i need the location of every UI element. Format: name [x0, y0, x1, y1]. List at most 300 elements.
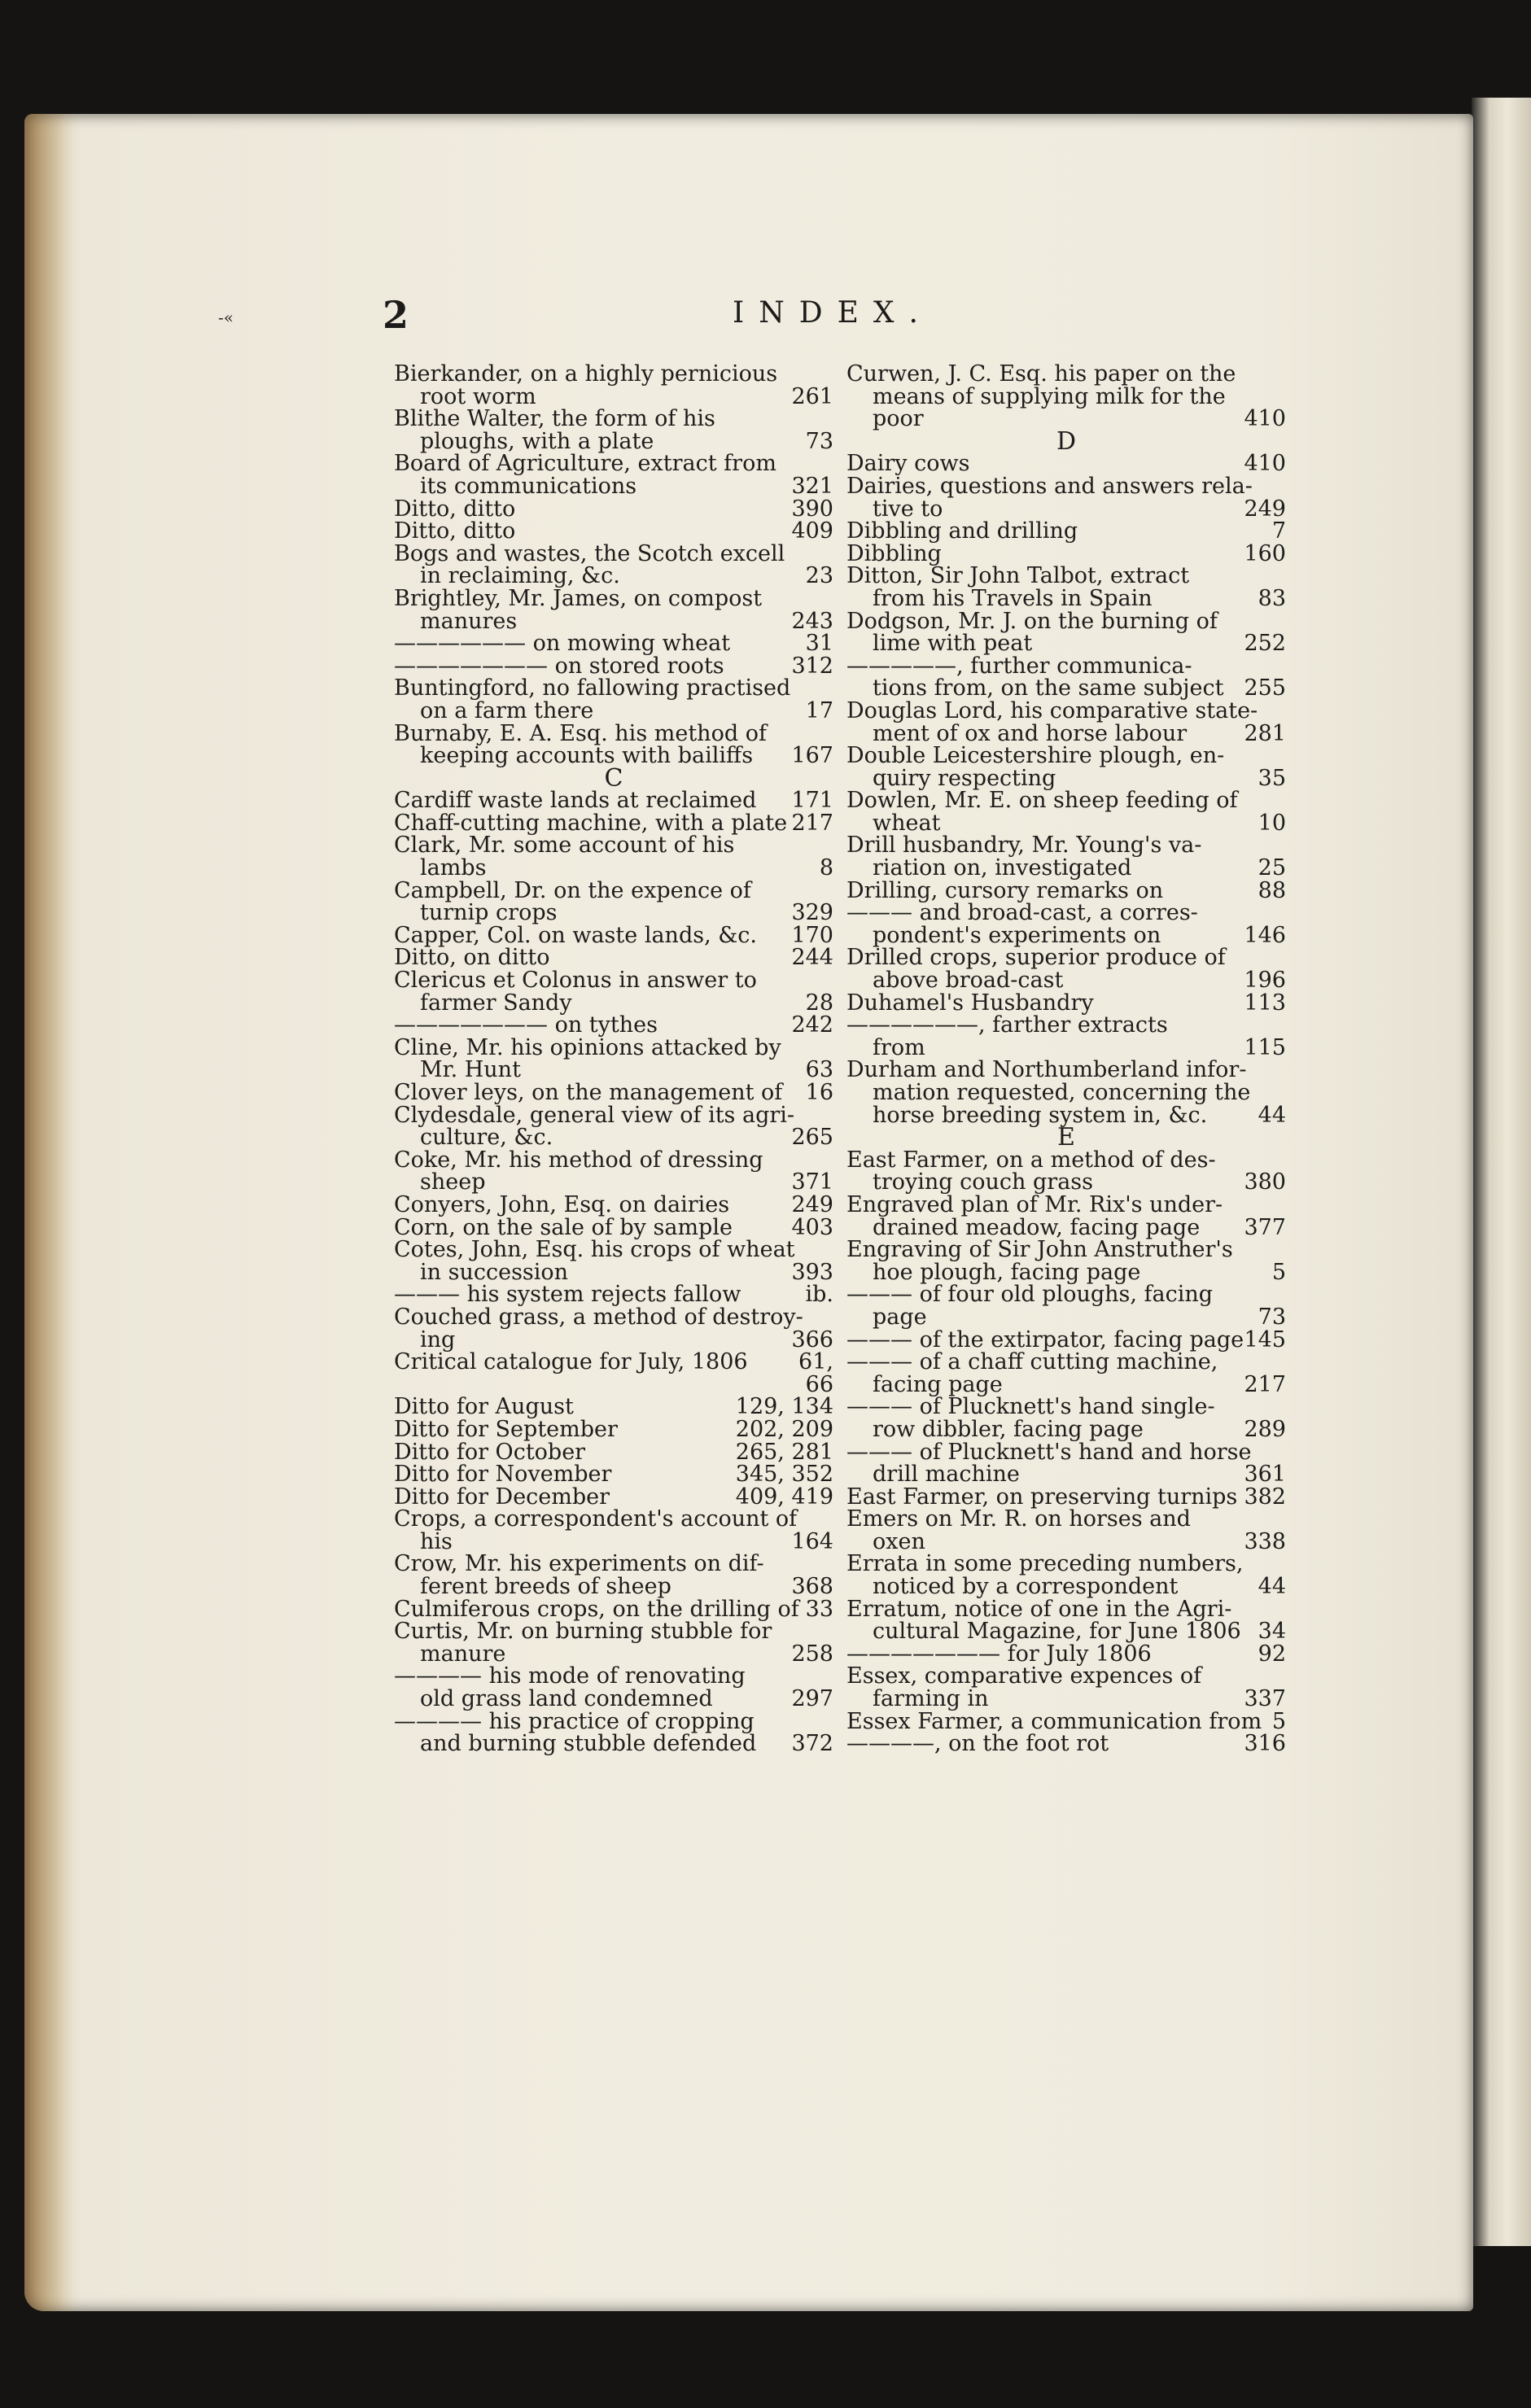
entry-page-ref: 5	[1271, 1708, 1286, 1734]
index-entry	[846, 1034, 1286, 1060]
entry-page-ref: 83	[1258, 585, 1286, 611]
entry-text: Dairies, questions and answers rela-	[846, 473, 1253, 499]
index-entry	[846, 1486, 1286, 1509]
entry-page-ref: 63	[805, 1057, 833, 1083]
index-entry	[394, 1082, 833, 1104]
entry-text: Ditto for October	[394, 1439, 586, 1465]
index-entry	[394, 1326, 833, 1353]
index-entry	[394, 1620, 833, 1643]
entry-text: Duhamel's Husbandry	[846, 990, 1094, 1016]
index-entry	[394, 1059, 833, 1082]
entry-page-ref: 252	[1244, 631, 1286, 657]
index-entry	[846, 1149, 1286, 1172]
entry-text: from	[873, 1034, 925, 1060]
entry-text: turnip crops	[420, 900, 558, 926]
entry-text: keeping accounts with bailiffs	[420, 743, 754, 769]
entry-page-ref: 33	[805, 1596, 833, 1622]
entry-page-ref: 371	[791, 1169, 833, 1195]
index-entry	[846, 834, 1286, 857]
index-entry	[846, 877, 1286, 903]
index-entry	[846, 1598, 1286, 1621]
entry-text: ferent breeds of sheep	[420, 1574, 671, 1600]
index-entry	[846, 1463, 1286, 1486]
index-letter-heading	[394, 763, 833, 793]
entry-page-ref: 265	[791, 1125, 833, 1151]
entry-page-ref: 73	[805, 428, 833, 454]
entry-text: Clover leys, on the management of	[394, 1080, 783, 1105]
entry-text: above broad-cast	[873, 968, 1064, 994]
entry-text: Curwen, J. C. Esq. his paper on the	[846, 361, 1236, 387]
entry-text: quiry respecting	[873, 765, 1056, 791]
entry-text: farmer Sandy	[420, 990, 572, 1016]
entry-text: Ditto for December	[394, 1484, 610, 1510]
index-column-left	[394, 363, 833, 1755]
entry-text: farming in	[873, 1686, 989, 1712]
entry-text: D	[1056, 426, 1077, 456]
entry-text: ——————, farther extracts	[846, 1012, 1168, 1038]
index-entry	[394, 1034, 833, 1060]
entry-page-ref: 196	[1244, 968, 1286, 994]
entry-page-ref: 171	[791, 788, 833, 814]
entry-text: ——— his system rejects fallow	[394, 1282, 741, 1308]
index-entry	[846, 1191, 1286, 1217]
index-entry	[846, 1326, 1286, 1353]
entry-page-ref: 244	[791, 945, 833, 971]
index-entry	[394, 1283, 833, 1306]
entry-text: Durham and Northumberland infor-	[846, 1057, 1247, 1083]
entry-page-ref: 345, 352	[735, 1462, 833, 1488]
entry-text: —————— on mowing wheat	[394, 631, 731, 657]
index-entry	[846, 1306, 1286, 1329]
entry-text: Conyers, John, Esq. on dairies	[394, 1191, 730, 1217]
index-entry	[846, 1688, 1286, 1711]
entry-page-ref: 113	[1244, 990, 1286, 1016]
entry-text: facing page	[873, 1371, 1003, 1397]
entry-text: Critical catalogue for July, 1806	[394, 1349, 748, 1375]
index-entry	[846, 1528, 1286, 1554]
index-entry	[846, 1351, 1286, 1374]
index-entry	[846, 1283, 1286, 1306]
index-entry	[394, 1104, 833, 1127]
entry-page-ref: 202, 209	[735, 1416, 833, 1442]
index-entry	[394, 1261, 833, 1284]
entry-text: Engraving of Sir John Anstruther's	[846, 1237, 1233, 1263]
index-entry	[846, 363, 1286, 386]
index-entry	[394, 1306, 833, 1329]
index-entry	[394, 1463, 833, 1486]
entry-text: manure	[420, 1641, 506, 1667]
entry-text: his	[420, 1528, 453, 1554]
entry-page-ref: 409, 419	[735, 1484, 833, 1510]
index-entry	[394, 1371, 833, 1397]
entry-page-ref: 66	[805, 1371, 833, 1397]
entry-page-ref: 281	[1244, 720, 1286, 746]
index-entry	[394, 1239, 833, 1261]
index-entry	[394, 1014, 833, 1037]
entry-text: ———— his practice of cropping	[394, 1708, 755, 1734]
entry-page-ref: 25	[1258, 855, 1286, 881]
entry-text: on a farm there	[420, 697, 594, 723]
entry-page-ref: 249	[1244, 496, 1286, 522]
entry-text: Chaff-cutting machine, with a plate	[394, 810, 788, 836]
entry-page-ref: 372	[791, 1731, 833, 1757]
index-entry	[846, 1418, 1286, 1441]
entry-text: —————, further communica-	[846, 653, 1192, 679]
entry-text: hoe plough, facing page	[873, 1259, 1141, 1285]
index-entry	[394, 1508, 833, 1531]
entry-text: Capper, Col. on waste lands, &c.	[394, 922, 757, 948]
entry-text: Errata in some preceding numbers,	[846, 1551, 1244, 1577]
index-entry	[394, 1149, 833, 1172]
index-entry	[394, 1126, 833, 1149]
index-entry	[394, 1396, 833, 1418]
entry-text: Couched grass, a method of destroy-	[394, 1304, 803, 1330]
entry-page-ref: 92	[1258, 1641, 1286, 1667]
index-entry	[846, 565, 1286, 588]
index-entry	[394, 1643, 833, 1666]
margin-mark: -«	[218, 308, 234, 327]
index-entry	[394, 1528, 833, 1554]
entry-page-ref: 289	[1244, 1416, 1286, 1442]
entry-page-ref: 44	[1258, 1574, 1286, 1600]
index-entry	[846, 1553, 1286, 1575]
index-entry	[394, 540, 833, 566]
index-entry	[394, 697, 833, 723]
entry-page-ref: 5	[1271, 1259, 1286, 1285]
entry-text: Burnaby, E. A. Esq. his method of	[394, 720, 767, 746]
entry-text: Ditto for November	[394, 1462, 612, 1488]
entry-text: ——— of the extirpator, facing page	[846, 1326, 1244, 1353]
entry-text: lime with peat	[873, 631, 1033, 657]
index-entry	[846, 383, 1286, 409]
entry-text: Drilling, cursory remarks on	[846, 877, 1164, 903]
entry-text: row dibbler, facing page	[873, 1416, 1144, 1442]
index-entry	[394, 877, 833, 903]
entry-text: Curtis, Mr. on burning stubble for	[394, 1619, 772, 1645]
index-entry	[846, 1620, 1286, 1643]
entry-page-ref: 217	[1244, 1371, 1286, 1397]
index-entry	[394, 1575, 833, 1598]
entry-page-ref: ib.	[805, 1282, 833, 1308]
entry-page-ref: 23	[805, 563, 833, 589]
index-entry	[846, 1371, 1286, 1397]
entry-text: tions from, on the same subject	[873, 675, 1224, 701]
entry-text: manures	[420, 608, 518, 634]
entry-text: in reclaiming, &c.	[420, 563, 620, 589]
index-entry	[394, 383, 833, 409]
index-letter-heading	[846, 426, 1286, 456]
index-entry	[846, 632, 1286, 655]
index-entry	[394, 655, 833, 678]
entry-text: Blithe Walter, the form of his	[394, 406, 715, 432]
entry-text: Campbell, Dr. on the expence of	[394, 877, 751, 903]
entry-page-ref: 164	[791, 1528, 833, 1554]
entry-text: lambs	[420, 855, 487, 881]
entry-text: Clericus et Colonus in answer to	[394, 968, 757, 994]
entry-page-ref: 361	[1244, 1462, 1286, 1488]
entry-text: Dairy cows	[846, 451, 970, 477]
index-entry	[394, 1688, 833, 1711]
index-entry	[394, 992, 833, 1015]
entry-page-ref: 145	[1244, 1326, 1286, 1353]
index-entry	[846, 969, 1286, 992]
entry-text: Engraved plan of Mr. Rix's under-	[846, 1191, 1223, 1217]
index-entry	[846, 745, 1286, 767]
entry-text: Emers on Mr. R. on horses and	[846, 1506, 1191, 1532]
entry-text: sheep	[420, 1169, 486, 1195]
page-stain	[24, 114, 81, 2311]
index-letter-heading	[846, 1123, 1286, 1152]
index-entry	[394, 720, 833, 746]
entry-page-ref: 366	[791, 1326, 833, 1353]
entry-text: C	[604, 763, 623, 793]
index-entry	[394, 452, 833, 475]
entry-page-ref: 35	[1258, 765, 1286, 791]
entry-page-ref: 329	[791, 900, 833, 926]
index-entry	[394, 946, 833, 969]
entry-page-ref: 368	[791, 1574, 833, 1600]
entry-text: Board of Agriculture, extract from	[394, 451, 776, 477]
index-entry	[394, 1708, 833, 1734]
entry-page-ref: 242	[791, 1012, 833, 1038]
index-entry	[846, 1261, 1286, 1284]
entry-page-ref: 115	[1244, 1034, 1286, 1060]
entry-text: Culmiferous crops, on the drilling of	[394, 1596, 799, 1622]
index-entry	[394, 1171, 833, 1194]
entry-page-ref: 73	[1258, 1304, 1286, 1330]
index-entry	[394, 789, 833, 812]
index-entry	[846, 1733, 1286, 1755]
entry-page-ref: 17	[805, 697, 833, 723]
entry-text: drill machine	[873, 1462, 1020, 1488]
entry-text: Cline, Mr. his opinions attacked by	[394, 1034, 781, 1060]
entry-text: tive to	[873, 496, 943, 522]
entry-text: Drilled crops, superior produce of	[846, 945, 1226, 971]
index-entry	[846, 610, 1286, 633]
entry-text: and burning stubble defended	[420, 1731, 757, 1757]
page-number: 2	[383, 293, 409, 337]
entry-text: from his Travels in Spain	[873, 585, 1153, 611]
entry-text: culture, &c.	[420, 1125, 553, 1151]
index-entry	[846, 697, 1286, 723]
entry-text: Ditto, on ditto	[394, 945, 550, 971]
entry-text: Drill husbandry, Mr. Young's va-	[846, 833, 1202, 859]
entry-text: ploughs, with a plate	[420, 428, 654, 454]
entry-text: Ditto, ditto	[394, 518, 516, 544]
entry-page-ref: 61,	[798, 1349, 833, 1375]
index-entry	[846, 475, 1286, 498]
entry-page-ref: 403	[791, 1214, 833, 1240]
index-entry	[846, 1171, 1286, 1194]
index-entry	[846, 452, 1286, 475]
entry-text: ——————— for July 1806	[846, 1641, 1152, 1667]
entry-page-ref: 321	[791, 473, 833, 499]
entry-text: E	[1057, 1123, 1075, 1152]
entry-page-ref: 255	[1244, 675, 1286, 701]
entry-page-ref: 28	[805, 990, 833, 1016]
index-entry	[846, 498, 1286, 521]
entry-text: Essex, comparative expences of	[846, 1663, 1202, 1689]
index-entry	[846, 1082, 1286, 1104]
index-entry	[846, 992, 1286, 1015]
entry-page-ref: 8	[819, 855, 833, 881]
entry-text: Dibbling	[846, 540, 942, 566]
entry-text: ——— of four old ploughs, facing	[846, 1282, 1214, 1308]
index-entry	[846, 720, 1286, 746]
entry-page-ref: 258	[791, 1641, 833, 1667]
entry-text: Dodgson, Mr. J. on the burning of	[846, 608, 1218, 634]
index-entry	[846, 585, 1286, 611]
entry-text: Double Leicestershire plough, en-	[846, 743, 1225, 769]
entry-page-ref: 338	[1244, 1528, 1286, 1554]
index-entry	[846, 924, 1286, 947]
entry-text: Coke, Mr. his method of dressing	[394, 1147, 763, 1173]
index-entry	[846, 655, 1286, 678]
entry-page-ref: 44	[1258, 1102, 1286, 1128]
entry-text: riation on, investigated	[873, 855, 1132, 881]
entry-page-ref: 410	[1244, 406, 1286, 432]
entry-text: Bierkander, on a highly pernicious	[394, 361, 778, 387]
index-entry	[394, 1214, 833, 1240]
entry-text: pondent's experiments on	[873, 922, 1161, 948]
entry-text: East Farmer, on preserving turnips	[846, 1484, 1238, 1510]
entry-text: ——— of Plucknett's hand and horse	[846, 1439, 1252, 1465]
index-entry	[394, 585, 833, 611]
entry-page-ref: 393	[791, 1259, 833, 1285]
index-entry	[394, 430, 833, 453]
index-entry	[846, 540, 1286, 566]
entry-page-ref: 312	[791, 653, 833, 679]
index-entry	[394, 1733, 833, 1755]
entry-text: Brightley, Mr. James, on compost	[394, 585, 763, 611]
entry-text: ——————— on tythes	[394, 1012, 658, 1038]
page-title: INDEX.	[733, 296, 933, 330]
index-entry	[846, 812, 1286, 835]
entry-text: page	[873, 1304, 927, 1330]
index-entry	[394, 520, 833, 543]
entry-page-ref: 16	[805, 1080, 833, 1105]
index-entry	[846, 1441, 1286, 1464]
entry-page-ref: 316	[1244, 1731, 1286, 1757]
entry-text: cultural Magazine, for June 1806	[873, 1619, 1241, 1645]
entry-page-ref: 160	[1244, 540, 1286, 566]
index-column-right	[846, 363, 1286, 1755]
entry-page-ref: 410	[1244, 451, 1286, 477]
index-entry	[394, 1486, 833, 1509]
index-entry	[394, 610, 833, 633]
entry-text: ——————— on stored roots	[394, 653, 724, 679]
index-entry	[394, 902, 833, 924]
index-entry	[846, 1575, 1286, 1598]
entry-text: Cardiff waste lands at reclaimed	[394, 788, 757, 814]
index-entry	[846, 857, 1286, 880]
entry-text: Crops, a correspondent's account of	[394, 1506, 798, 1532]
index-entry	[846, 1214, 1286, 1240]
entry-page-ref: 34	[1258, 1619, 1286, 1645]
entry-page-ref: 380	[1244, 1169, 1286, 1195]
entry-page-ref: 217	[791, 810, 833, 836]
index-entry	[394, 1665, 833, 1688]
index-entry	[394, 565, 833, 588]
index-entry	[394, 632, 833, 655]
entry-text: Ditto for September	[394, 1416, 618, 1442]
entry-text: ——— of Plucknett's hand single-	[846, 1394, 1215, 1420]
index-entry	[846, 767, 1286, 790]
entry-text: Erratum, notice of one in the Agri-	[846, 1596, 1232, 1622]
entry-text: poor	[873, 406, 924, 432]
entry-page-ref: 167	[791, 743, 833, 769]
entry-text: ing	[420, 1326, 456, 1353]
index-entry	[846, 1059, 1286, 1082]
index-entry	[846, 1014, 1286, 1037]
index-entry	[846, 1239, 1286, 1261]
index-entry	[846, 902, 1286, 924]
entry-page-ref: 249	[791, 1191, 833, 1217]
index-entry	[846, 946, 1286, 969]
index-entry	[846, 1708, 1286, 1734]
entry-text: noticed by a correspondent	[873, 1574, 1179, 1600]
index-entry	[846, 520, 1286, 543]
entry-page-ref: 146	[1244, 922, 1286, 948]
entry-text: drained meadow, facing page	[873, 1214, 1201, 1240]
entry-page-ref: 10	[1258, 810, 1286, 836]
entry-text: Dowlen, Mr. E. on sheep feeding of	[846, 788, 1238, 814]
entry-text: ——— and broad-cast, a corres-	[846, 900, 1198, 926]
entry-text: root worm	[420, 383, 536, 409]
entry-text: Ditto for August	[394, 1394, 574, 1420]
entry-page-ref: 261	[791, 383, 833, 409]
entry-text: Ditton, Sir John Talbot, extract	[846, 563, 1190, 589]
entry-text: Buntingford, no fallowing practised	[394, 675, 791, 701]
entry-page-ref: 409	[791, 518, 833, 544]
entry-page-ref: 377	[1244, 1214, 1286, 1240]
index-entry	[394, 924, 833, 947]
entry-page-ref: 7	[1271, 518, 1286, 544]
entry-page-ref: 129, 134	[735, 1394, 833, 1420]
entry-text: Clark, Mr. some account of his	[394, 833, 735, 859]
entry-text: ————, on the foot rot	[846, 1731, 1109, 1757]
index-entry	[394, 363, 833, 386]
entry-text: Mr. Hunt	[420, 1057, 521, 1083]
entry-text: troying couch grass	[873, 1169, 1094, 1195]
index-entry	[846, 677, 1286, 700]
entry-text: Essex Farmer, a communication from	[846, 1708, 1262, 1734]
index-entry	[846, 1396, 1286, 1418]
entry-text: Dibbling and drilling	[846, 518, 1078, 544]
index-entry	[394, 1598, 833, 1621]
entry-text: oxen	[873, 1528, 925, 1554]
entry-text: ——— of a chaff cutting machine,	[846, 1349, 1218, 1375]
entry-text: means of supplying milk for the	[873, 383, 1226, 409]
entry-text: Cotes, John, Esq. his crops of wheat	[394, 1237, 795, 1263]
entry-page-ref: 337	[1244, 1686, 1286, 1712]
index-entry	[394, 1553, 833, 1575]
entry-text: Clydesdale, general view of its agri-	[394, 1102, 795, 1128]
index-entry	[394, 834, 833, 857]
entry-page-ref: 31	[805, 631, 833, 657]
entry-text: horse breeding system in, &c.	[873, 1102, 1208, 1128]
entry-text: its communications	[420, 473, 637, 499]
entry-page-ref: 382	[1244, 1484, 1286, 1510]
index-entry	[846, 1508, 1286, 1531]
index-entry	[394, 812, 833, 835]
entry-page-ref: 297	[791, 1686, 833, 1712]
index-entry	[394, 408, 833, 430]
index-entry	[846, 789, 1286, 812]
index-entry	[394, 498, 833, 521]
entry-page-ref: 243	[791, 608, 833, 634]
entry-text: Bogs and wastes, the Scotch excell	[394, 540, 785, 566]
